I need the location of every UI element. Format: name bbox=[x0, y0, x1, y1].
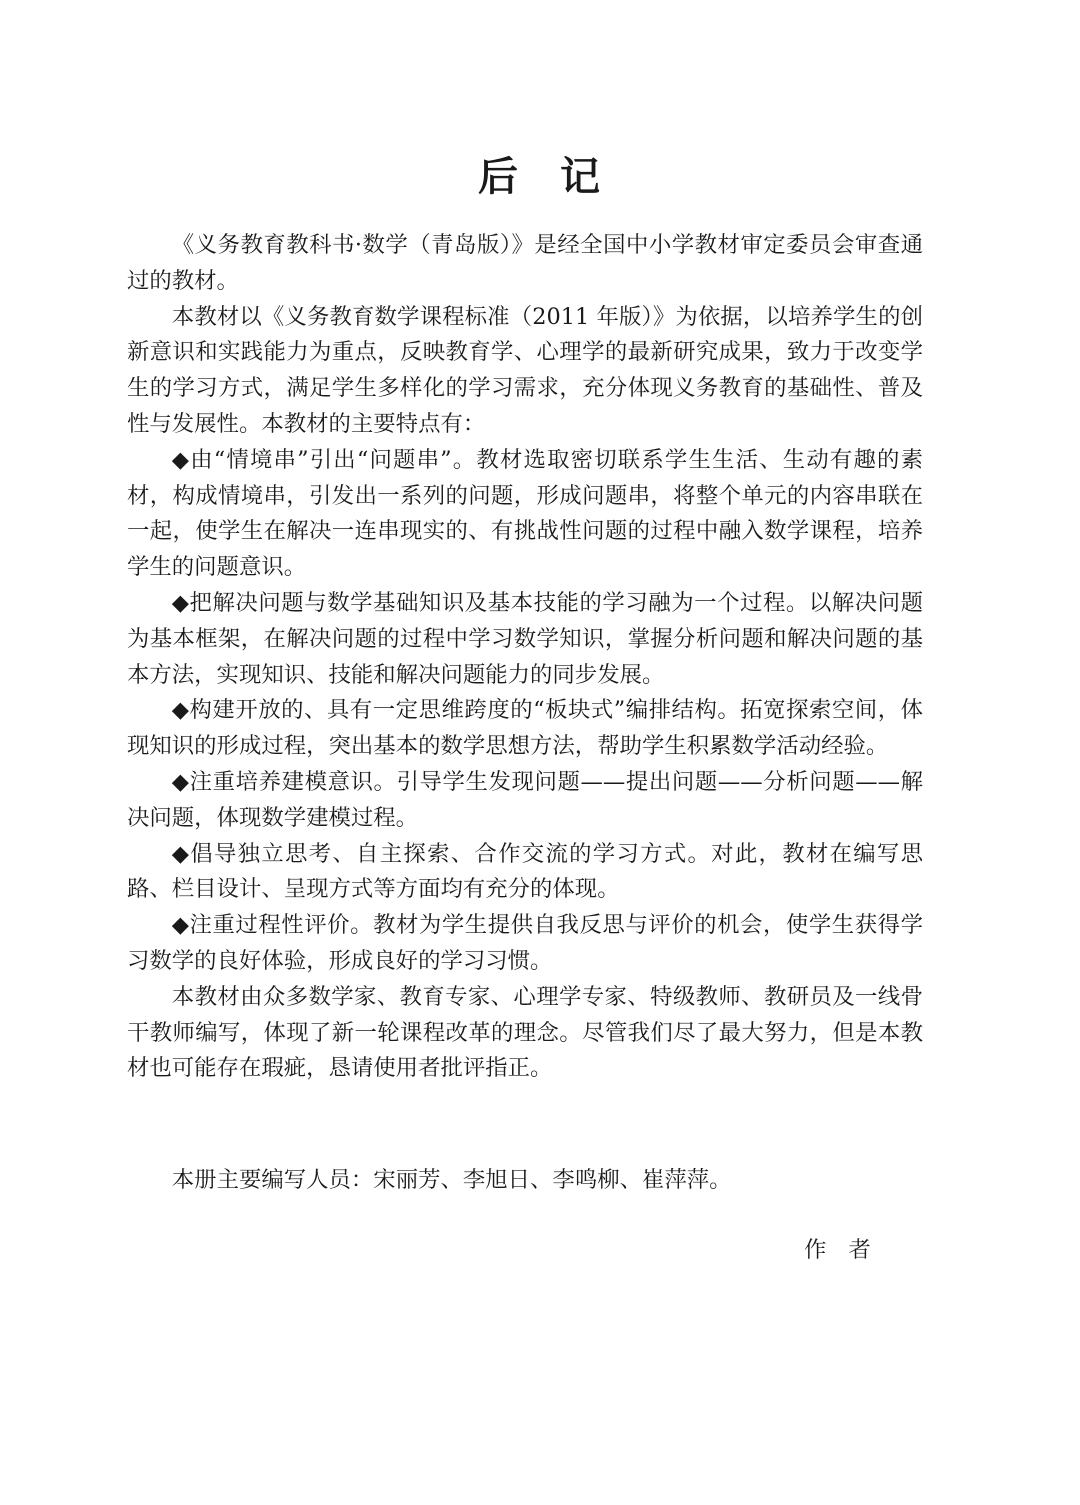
page-title-char-2: 记 bbox=[560, 153, 602, 200]
page-title bbox=[0, 149, 1080, 205]
paragraph-feature-2: ◆把解决问题与数学基础知识及基本技能的学习融为一个过程。以解决问题为基本框架，在解决问题的过程中学习数学知识，掌握分析问题和解决问题的基本方法，实现知识、技能和解决问题能力的同步发展。 bbox=[127, 589, 923, 688]
paragraph-feature-6: ◆注重过程性评价。教材为学生提供自我反思与评价的机会，使学生获得学习数学的良好体验，形成良好的学习习惯。 bbox=[127, 912, 923, 974]
body-text bbox=[127, 228, 923, 1087]
paragraph-intro: 《义务教育教科书·数学（青岛版）》是经全国中小学教材审定委员会审查通过的教材。 bbox=[127, 232, 923, 294]
paragraph-basis: 本教材以《义务教育数学课程标准（2011 年版）》为依据，以培养学生的创新意识和实践能力为重点，反映教育学、心理学的最新研究成果，致力于改变学生的学习方式，满足学生多样化的学习需求，充分体现义务教育的基础性、普及性与发展性。本教材的主要特点有： bbox=[127, 303, 923, 437]
paragraph-feature-5: ◆倡导独立思考、自主探索、合作交流的学习方式。对此，教材在编写思路、栏目设计、呈现方式等方面均有充分的体现。 bbox=[127, 840, 923, 903]
paragraph-feature-4: ◆注重培养建模意识。引导学生发现问题——提出问题——分析问题——解决问题，体现数学建模过程。 bbox=[127, 768, 923, 831]
paragraph-feature-3: ◆构建开放的、具有一定思维跨度的“板块式”编排结构。拓宽探索空间，体现知识的形成过程，突出基本的数学思想方法，帮助学生积累数学活动经验。 bbox=[127, 697, 923, 760]
paragraph-closing: 本教材由众多数学家、教育专家、心理学专家、特级教师、教研员及一线骨干教师编写，体现了新一轮课程改革的理念。尽管我们尽了最大努力，但是本教材也可能存在瑕疵，恳请使用者批评指正。 bbox=[127, 983, 923, 1082]
author-signature: 作者 bbox=[804, 1237, 893, 1263]
paragraph-feature-1: ◆由“情境串”引出“问题串”。教材选取密切联系学生生活、生动有趣的素材，构成情境串，引发出一系列的问题，形成问题串，将整个单元的内容串联在一起，使学生在解决一连串现实的、有挑战性问题的过程中融入数学课程，培养学生的问题意识。 bbox=[127, 446, 923, 581]
page-title-char-1: 后 bbox=[478, 153, 520, 200]
editors-credits: 本册主要编写人员：宋丽芳、李旭日、李鸣柳、崔萍萍。 bbox=[171, 1167, 732, 1193]
